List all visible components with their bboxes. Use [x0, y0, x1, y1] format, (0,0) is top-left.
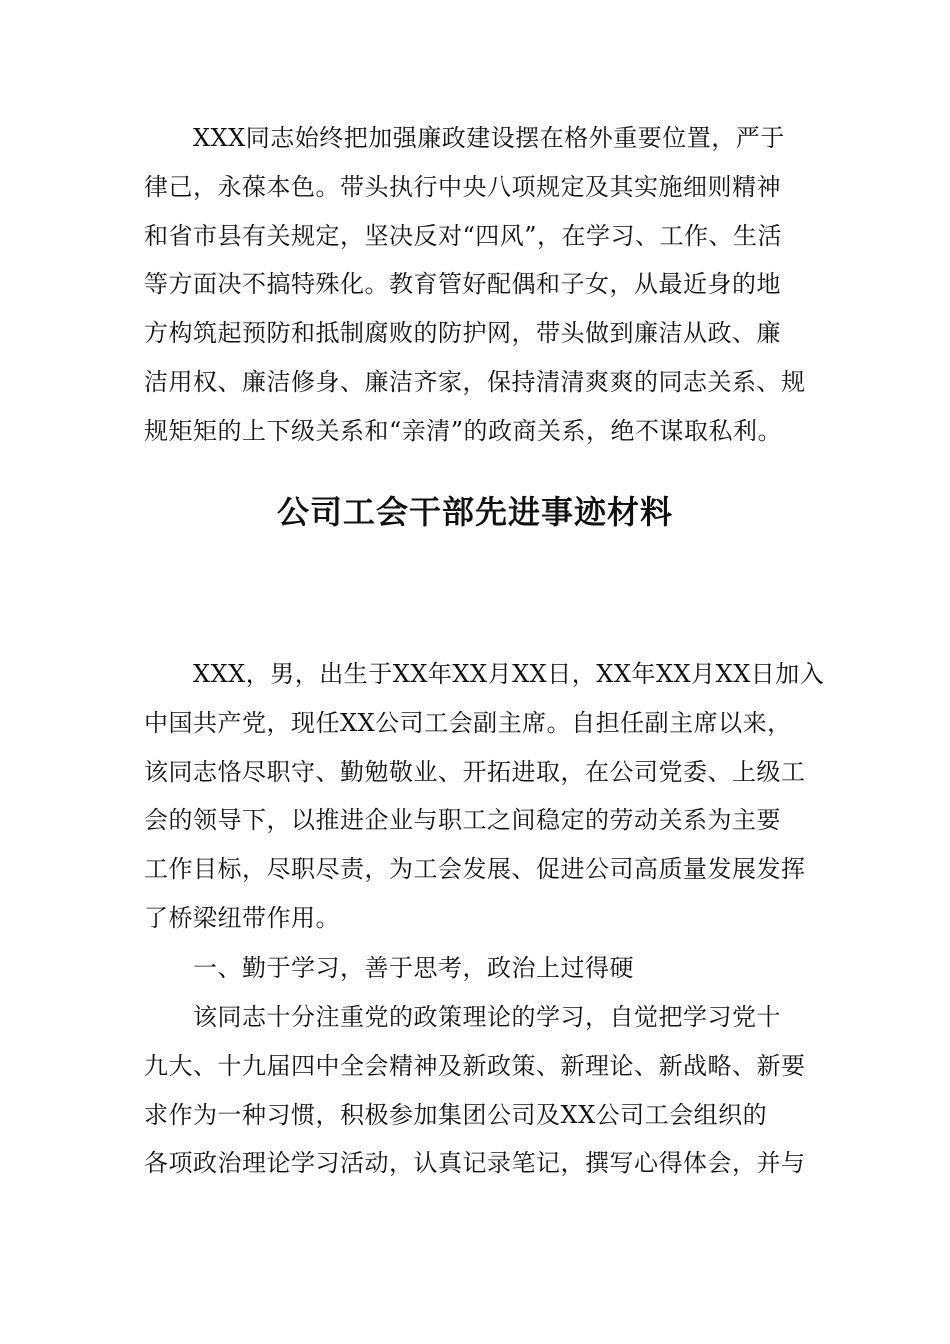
document-title: 公司工会干部先进事迹材料 — [276, 493, 673, 531]
paragraph-line: 求作为一种习惯，积极参加集团公司及XX公司工会组织的 — [144, 1100, 768, 1129]
paragraph-line: 了桥梁纽带作用。 — [144, 903, 340, 932]
paragraph-line: 九大、十九届四中全会精神及新政策、新理论、新战略、新要 — [144, 1051, 806, 1080]
paragraph-line: 规矩矩的上下级关系和“亲清”的政商关系，绝不谋取私利。 — [144, 416, 783, 445]
paragraph-study — [144, 993, 810, 1188]
paragraph-line: 等方面决不搞特殊化。教育管好配偶和子女，从最近身的地 — [144, 270, 781, 299]
section-heading — [144, 944, 810, 993]
paragraph-line: 洁用权、廉洁修身、廉洁齐家，保持清清爽爽的同志关系、规 — [144, 367, 806, 396]
section-heading-text: 一、勤于学习，善于思考，政治上过得硬 — [193, 954, 634, 982]
paragraph-line: 各项政治理论学习活动，认真记录笔记，撰写心得体会，并与 — [144, 1149, 806, 1178]
paragraph-line: 会的领导下，以推进企业与职工之间稳定的劳动关系为主要 — [144, 806, 781, 835]
paragraph-integrity — [144, 114, 810, 456]
paragraph-line: 和省市县有关规定，坚决反对“四风”，在学习、工作、生活 — [144, 221, 783, 250]
paragraph-line: XXX同志始终把加强廉政建设摆在格外重要位置，严于 — [193, 124, 785, 152]
paragraph-line: 方构筑起预防和抵制腐败的防护网，带头做到廉洁从政、廉 — [144, 319, 781, 348]
paragraph-line: 工作目标，尽职尽责，为工会发展、促进公司高质量发展发挥 — [144, 855, 806, 884]
paragraph-line: 该同志十分注重党的政策理论的学习，自觉把学习党十 — [193, 1003, 781, 1031]
paragraph-introduction — [144, 650, 825, 943]
paragraph-line: XXX，男，出生于XX年XX月XX日，XX年XX月XX日加入 — [193, 660, 825, 688]
paragraph-line: 该同志恪尽职守、勤勉敬业、开拓进取，在公司党委、上级工 — [144, 757, 806, 786]
paragraph-line: 律己，永葆本色。带头执行中央八项规定及其实施细则精神 — [144, 172, 781, 201]
paragraph-line: 中国共产党，现任XX公司工会副主席。自担任副主席以来， — [144, 708, 792, 737]
